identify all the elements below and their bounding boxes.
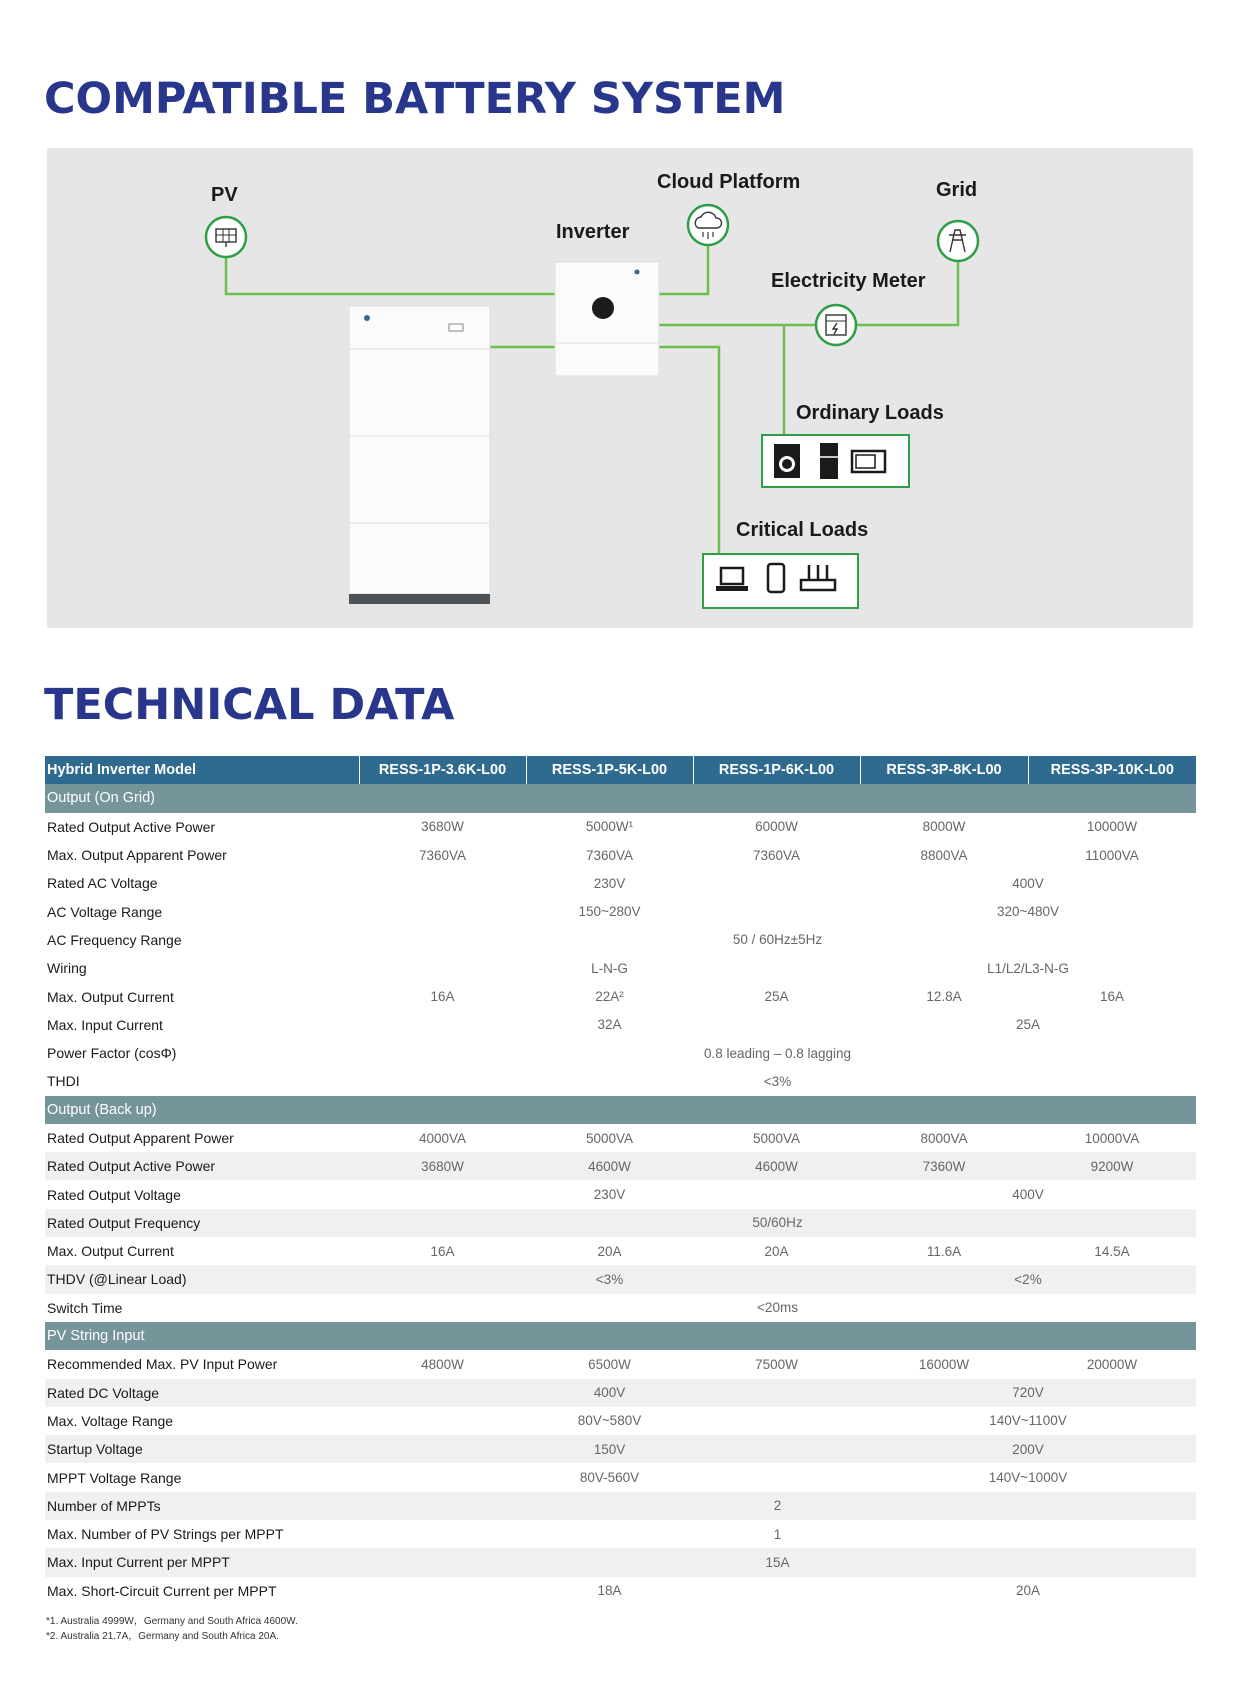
- row-value: 140V~1000V: [860, 1463, 1196, 1491]
- table-row: [45, 841, 1196, 869]
- row-label: THDV (@Linear Load): [45, 1265, 359, 1293]
- row-value: 11000VA: [1028, 841, 1196, 869]
- row-value: 80V-560V: [359, 1463, 860, 1491]
- row-label: Max. Input Current per MPPT: [45, 1548, 359, 1576]
- row-value: 400V: [860, 1180, 1196, 1208]
- row-value: 7360VA: [526, 841, 693, 869]
- row-value: 22A²: [595, 989, 624, 1005]
- pv-solar-panel-icon: [206, 217, 246, 257]
- row-value: 16A: [430, 989, 455, 1005]
- cloud-platform-icon: [688, 205, 728, 245]
- section-row: [45, 1096, 1196, 1124]
- row-value: 2: [359, 1492, 1196, 1520]
- row-value: 8800VA: [860, 841, 1028, 869]
- row-value: 4800W: [359, 1350, 526, 1378]
- table-row: [45, 1124, 1196, 1152]
- row-value: 20000W: [1028, 1350, 1196, 1378]
- row-label: Startup Voltage: [45, 1435, 359, 1463]
- row-label: THDI: [45, 1067, 359, 1095]
- row-value: 10000W: [1086, 819, 1138, 835]
- row-label: Rated Output Frequency: [45, 1209, 359, 1237]
- header-model-3: RESS-1P-6K-L00: [693, 756, 860, 784]
- table-row: [45, 1379, 1196, 1407]
- row-value: 7360VA: [693, 841, 860, 869]
- row-value: 8000VA: [860, 1124, 1028, 1152]
- row-value: 150~280V: [359, 897, 860, 925]
- row-label: Wiring: [45, 954, 359, 982]
- row-label: Max. Number of PV Strings per MPPT: [45, 1520, 359, 1548]
- row-label: Max. Output Apparent Power: [45, 841, 359, 869]
- row-label: Max. Short-Circuit Current per MPPT: [45, 1577, 359, 1605]
- row-value: 11.6A: [860, 1237, 1028, 1265]
- table-row: [45, 1152, 1196, 1180]
- row-label: Rated Output Active Power: [45, 1152, 359, 1180]
- row-value: 16000W: [860, 1350, 1028, 1378]
- row-value: 7360W: [860, 1152, 1028, 1180]
- battery-system-diagram: [47, 148, 1193, 628]
- table-row: [45, 1180, 1196, 1208]
- row-value: 25A: [860, 1011, 1196, 1039]
- grid-label: Grid: [936, 179, 978, 201]
- row-label: Rated Output Apparent Power: [45, 1124, 359, 1152]
- table-row: [45, 1067, 1196, 1095]
- row-label: Max. Output Current: [47, 988, 174, 1005]
- row-value: 25A: [764, 989, 789, 1005]
- table-header-row: [45, 756, 1196, 784]
- row-label: Power Factor (cosΦ): [47, 1045, 177, 1062]
- ordinary-loads-label: Ordinary Loads: [796, 402, 944, 424]
- inverter-image: [555, 262, 659, 376]
- technical-data-table: [45, 756, 1196, 1605]
- row-value: 80V~580V: [359, 1407, 860, 1435]
- row-value: 200V: [860, 1435, 1196, 1463]
- row-label: Rated Output Voltage: [45, 1180, 359, 1208]
- table-row: [45, 813, 1196, 841]
- row-value: 18A: [359, 1577, 860, 1605]
- row-value: 5000W¹: [585, 819, 634, 835]
- section-title: Output (Back up): [45, 1096, 1196, 1124]
- row-value: 14.5A: [1028, 1237, 1196, 1265]
- table-row: [45, 1520, 1196, 1548]
- row-value: 32A: [359, 1011, 860, 1039]
- table-row: [45, 1039, 1196, 1067]
- row-value: <3%: [359, 1265, 860, 1293]
- electricity-meter-label: Electricity Meter: [771, 270, 926, 292]
- electricity-meter-icon: [816, 305, 856, 345]
- header-model-2: RESS-1P-5K-L00: [526, 756, 693, 784]
- table-row: [45, 1548, 1196, 1576]
- row-value: 16A: [359, 1237, 526, 1265]
- table-row: [45, 926, 1196, 954]
- row-value: 15A: [359, 1548, 1196, 1576]
- row-label: Max. Voltage Range: [45, 1407, 359, 1435]
- table-row: [45, 1577, 1196, 1605]
- row-value: 20A: [860, 1577, 1196, 1605]
- row-value: <2%: [860, 1265, 1196, 1293]
- row-value: 400V: [1012, 875, 1044, 891]
- row-value: 3680W: [421, 819, 464, 835]
- row-label: Max. Output Current: [45, 1237, 359, 1265]
- table-row: [45, 1492, 1196, 1520]
- section-row: [45, 1322, 1196, 1350]
- washing-machine-icon: [774, 444, 800, 478]
- critical-loads-box: [703, 554, 858, 608]
- section-row: [45, 784, 1196, 812]
- grid-tower-icon: [938, 221, 978, 261]
- table-row: [45, 1265, 1196, 1293]
- header-model-1: RESS-1P-3.6K-L00: [359, 756, 526, 784]
- row-label: AC Frequency Range: [47, 931, 182, 948]
- table-row: [45, 1463, 1196, 1491]
- row-value: 150V: [359, 1435, 860, 1463]
- diagram-graphics: [47, 148, 1193, 628]
- table-row: [45, 897, 1196, 925]
- table-row: [45, 1294, 1196, 1322]
- row-value: 5000VA: [526, 1124, 693, 1152]
- technical-data-heading: TECHNICAL DATA: [44, 680, 455, 730]
- row-label: Recommended Max. PV Input Power: [45, 1350, 359, 1378]
- row-label: Rated DC Voltage: [45, 1379, 359, 1407]
- table-row: [45, 869, 1196, 897]
- table-row: [45, 982, 1196, 1010]
- header-model-4: RESS-3P-8K-L00: [860, 756, 1028, 784]
- cloud-platform-label: Cloud Platform: [657, 171, 801, 193]
- row-value: 0.8 leading – 0.8 lagging: [703, 1045, 852, 1061]
- row-value: 10000VA: [1028, 1124, 1196, 1152]
- row-label: Max. Input Current: [45, 1011, 359, 1039]
- table-row: [45, 1209, 1196, 1237]
- row-value: 7500W: [693, 1350, 860, 1378]
- row-value: 230V: [593, 875, 626, 891]
- row-label: MPPT Voltage Range: [45, 1463, 359, 1491]
- battery-stack-image: [349, 306, 490, 604]
- header-model-5: RESS-3P-10K-L00: [1028, 756, 1196, 784]
- row-value: 230V: [359, 1180, 860, 1208]
- row-value: 8000W: [922, 819, 966, 835]
- row-value: 140V~1100V: [860, 1407, 1196, 1435]
- row-value: 1: [359, 1520, 1196, 1548]
- row-value: 4600W: [693, 1152, 860, 1180]
- row-value: 400V: [359, 1379, 860, 1407]
- refrigerator-icon: [820, 443, 838, 479]
- header-model-label: Hybrid Inverter Model: [45, 756, 359, 784]
- row-value: 6000W: [755, 819, 798, 835]
- footnote-1: *1. Australia 4999W，Germany and South Africa 4600W.: [46, 1616, 298, 1627]
- table-row: [45, 1435, 1196, 1463]
- compatible-battery-system-heading: COMPATIBLE BATTERY SYSTEM: [44, 74, 786, 124]
- footnote-2: *2. Australia 21.7A，Germany and South Africa 20A.: [46, 1631, 279, 1642]
- row-value: L-N-G: [359, 954, 860, 982]
- row-value: L1/L2/L3-N-G: [860, 954, 1196, 982]
- inverter-label: Inverter: [556, 221, 630, 243]
- row-value: 50/60Hz: [359, 1209, 1196, 1237]
- row-label: Number of MPPTs: [45, 1492, 359, 1520]
- row-value: 6500W: [526, 1350, 693, 1378]
- row-value: 4600W: [526, 1152, 693, 1180]
- row-value: 720V: [860, 1379, 1196, 1407]
- row-value: 16A: [1099, 989, 1125, 1005]
- row-label: Rated Output Active Power: [47, 818, 216, 835]
- row-value: 3680W: [359, 1152, 526, 1180]
- row-value: 12.8A: [926, 989, 962, 1005]
- row-value: 7360VA: [359, 841, 526, 869]
- row-value: <3%: [359, 1067, 1196, 1095]
- critical-loads-label: Critical Loads: [736, 519, 869, 541]
- row-value: 5000VA: [693, 1124, 860, 1152]
- table-row: [45, 1237, 1196, 1265]
- row-value: 50 / 60Hz±5Hz: [732, 932, 823, 948]
- row-label: Rated AC Voltage: [47, 875, 158, 892]
- row-value: 20A: [693, 1237, 860, 1265]
- row-value: <20ms: [359, 1294, 1196, 1322]
- row-label: AC Voltage Range: [45, 897, 359, 925]
- table-row: [45, 1011, 1196, 1039]
- section-title: Output (On Grid): [45, 784, 1196, 812]
- row-label: Switch Time: [45, 1294, 359, 1322]
- row-value: 4000VA: [359, 1124, 526, 1152]
- table-row: [45, 1407, 1196, 1435]
- table-row: [45, 1350, 1196, 1378]
- row-value: 20A: [526, 1237, 693, 1265]
- row-value: 9200W: [1028, 1152, 1196, 1180]
- ordinary-loads-box: [762, 435, 909, 487]
- table-row: [45, 954, 1196, 982]
- section-title: PV String Input: [45, 1322, 1196, 1350]
- row-value: 320~480V: [860, 897, 1196, 925]
- pv-label: PV: [211, 184, 238, 206]
